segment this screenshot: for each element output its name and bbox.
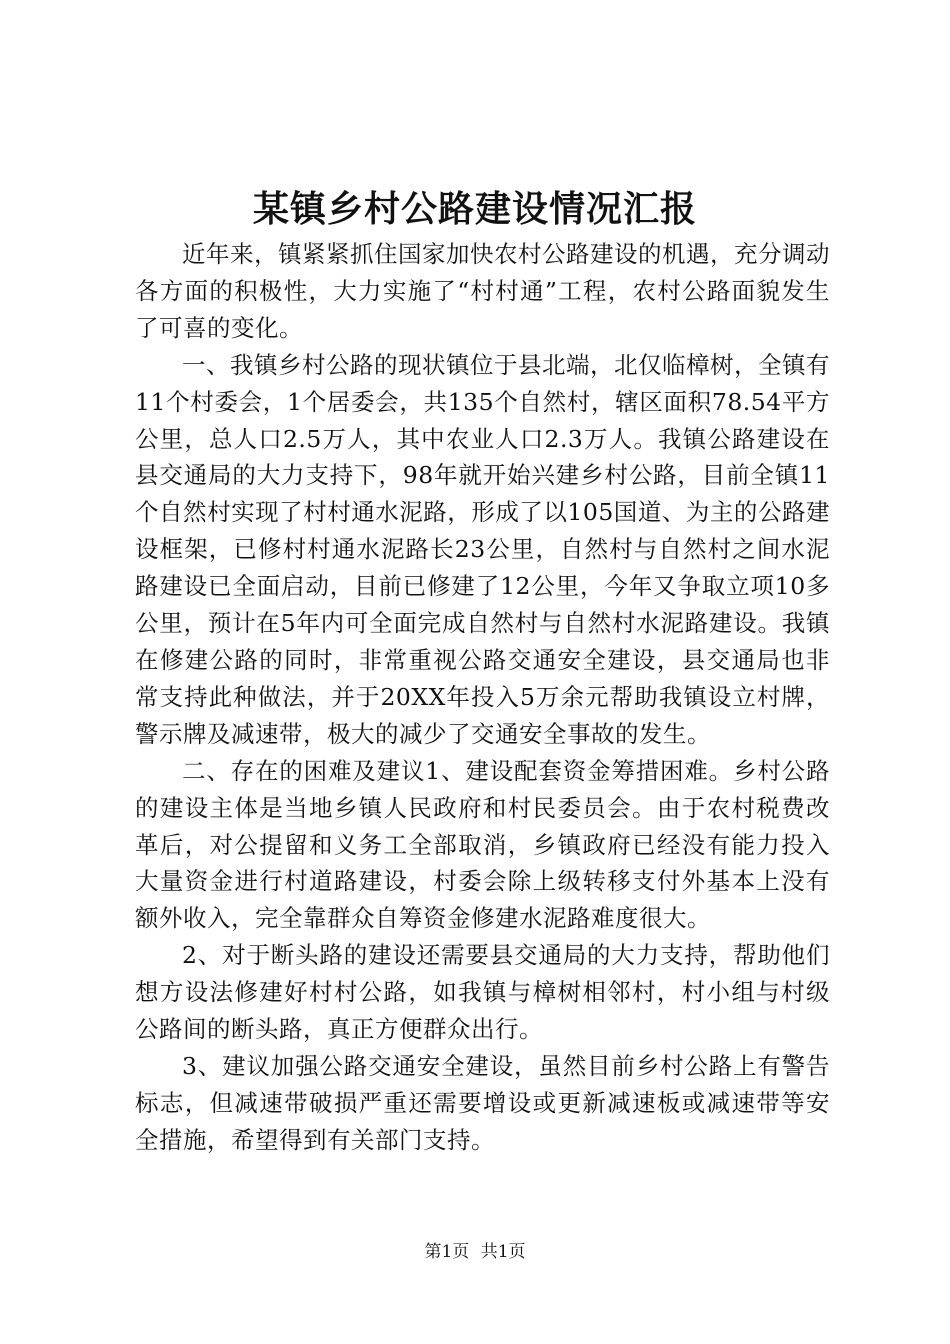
- paragraph-difficulties: 二、存在的困难及建议1、建设配套资金筹措困难。乡村公路的建设主体是当地乡镇人民政府和村民委员会。由于农村税费改革后，对公提留和义务工全部取消，乡镇政府已经没有能力投入大量资金进行村道路建设，村委会除上级转移支付外基本上没有额外收入，完全靠群众自筹资金修建水泥路难度很大。: [135, 756, 830, 933]
- page-number: 第1页: [424, 1242, 470, 1262]
- document-body: [135, 236, 830, 1159]
- document-title: 某镇乡村公路建设情况汇报: [252, 188, 697, 230]
- paragraph-current-status: 一、我镇乡村公路的现状镇位于县北端，北仅临樟树，全镇有11个村委会，1个居委会，共135个自然村，辖区面积78.54平方公里，总人口2.5万人，其中农业人口2.3万人。我镇公路建设在县交通局的大力支持下，98年就开始兴建乡村公路，目前全镇11个自然村实现了村村通水泥路，形成了以105国道、为主的公路建设框架，已修村村通水泥路长23公里，自然村与自然村之间水泥路建设已全面启动，目前已修建了12公里，今年又争取立项10多公里，预计在5年内可全面完成自然村与自然村水泥路建设。我镇在修建公路的同时，非常重视公路交通安全建设，县交通局也非常支持此种做法，并于20XX年投入5万余元帮助我镇设立村牌，警示牌及减速带，极大的减少了交通安全事故的发生。: [135, 350, 830, 748]
- paragraph-dead-end-roads: 2、对于断头路的建设还需要县交通局的大力支持，帮助他们想方设法修建好村村公路，如我镇与樟树相邻村，村小组与村级公路间的断头路，真正方便群众出行。: [135, 941, 830, 1044]
- paragraph-intro: 近年来，镇紧紧抓住国家加快农村公路建设的机遇，充分调动各方面的积极性，大力实施了“村村通”工程，农村公路面貌发生了可喜的变化。: [135, 240, 830, 342]
- page-footer: [0, 1240, 950, 1264]
- paragraph-safety: 3、建议加强公路交通安全建设，虽然目前乡村公路上有警告标志，但减速带破损严重还需要增设或更新减速板或减速带等安全措施，希望得到有关部门支持。: [135, 1051, 830, 1154]
- page-total: 共1页: [480, 1242, 526, 1262]
